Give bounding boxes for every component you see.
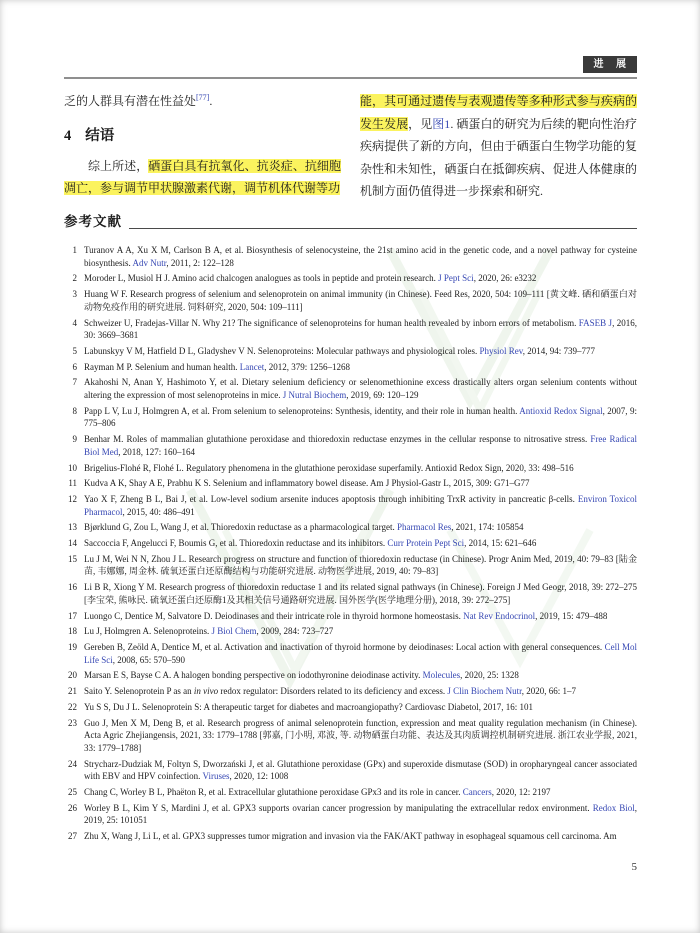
reference-number: 19 bbox=[68, 641, 77, 652]
reference-text-segment: Huang W F. Research progress of selenium and selenoprotein on animal immunity (in Chinese). Feed Res, 2020, 504: 109–111 [黄文峰. 硒和硒蛋白对动物免疫作用的研究进展. 饲料研究, 2020, 504: 109–111] bbox=[84, 289, 637, 312]
reference-text-segment: , 2009, 284: 723–727 bbox=[256, 626, 334, 637]
reference-text bbox=[84, 581, 637, 606]
reference-number: 11 bbox=[68, 478, 77, 489]
reference-text bbox=[84, 701, 637, 714]
section-number: 4 bbox=[64, 127, 72, 144]
journal-link[interactable]: Adv Nutr bbox=[132, 257, 167, 268]
journal-link[interactable]: Cell Mol Life Sci bbox=[84, 641, 637, 665]
reference-text-segment: , 2014, 15: 621–646 bbox=[464, 538, 537, 549]
reference-number: 3 bbox=[72, 289, 77, 300]
references-list bbox=[64, 244, 637, 846]
reference-number: 16 bbox=[68, 582, 77, 593]
reference-text-segment: , 2007, 9: 775–806 bbox=[84, 405, 637, 429]
reference-number: 13 bbox=[68, 522, 77, 533]
reference-item bbox=[64, 669, 637, 682]
reference-text-segment: Rayman M P. Selenium and human health. bbox=[84, 361, 240, 372]
reference-text-segment: Gereben B, Zeöld A, Dentice M, et al. Activation and inactivation of thyroid hormone by deiodinases: Local action with general consequences. bbox=[84, 641, 605, 652]
reference-text-segment: Schweizer U, Fradejas-Villar N. Why 21? The significance of selenoproteins for human health revealed by inborn errors of metabolism. bbox=[84, 317, 579, 328]
reference-text-segment: Papp L V, Lu J, Holmgren A, et al. From selenium to selenoproteins: Synthesis, identity, and their role in human health. bbox=[84, 405, 520, 416]
journal-link[interactable]: Curr Protein Pept Sci bbox=[387, 538, 465, 549]
column-badge: 进 展 bbox=[583, 56, 638, 73]
reference-text-segment: Luongo C, Dentice M, Salvatore D. Deiodinases and their intricate role in thyroid hormone homeostasis. bbox=[84, 610, 464, 621]
reference-text-segment: , 2008, 65: 570–590 bbox=[112, 654, 186, 665]
reference-text-segment: redox regulator: Disorders related to its deficiency and excess. bbox=[218, 686, 448, 697]
reference-text-segment: Chang C, Worley B L, Phaëton R, et al. Extracellular glutathione peroxidase GPx3 and its role in cancer. bbox=[84, 787, 463, 798]
reference-item bbox=[64, 641, 637, 666]
reference-number: 15 bbox=[68, 553, 77, 564]
carryover-text: 乏的人群具有潜在性益处 bbox=[64, 94, 197, 108]
reference-text bbox=[84, 610, 637, 623]
reference-item bbox=[64, 701, 637, 714]
reference-item bbox=[64, 758, 637, 783]
reference-number: 2 bbox=[72, 273, 77, 284]
reference-item bbox=[64, 625, 637, 638]
reference-number: 10 bbox=[68, 462, 77, 473]
page-number: 5 bbox=[631, 861, 637, 873]
highlighted-text: 硒蛋白具有抗氧化、抗炎症、抗细胞凋亡，参与调节甲状腺激素代谢，调节机体代谢等功 bbox=[64, 158, 341, 196]
reference-number: 17 bbox=[68, 610, 77, 621]
reference-number: 1 bbox=[72, 245, 77, 255]
reference-text-segment: Labunskyy V M, Hatfield D L, Gladyshev V N. Selenoproteins: Molecular pathways and physiological roles. bbox=[84, 345, 480, 356]
reference-text bbox=[84, 521, 637, 534]
reference-text-segment: , 2018, 127: 160–164 bbox=[118, 446, 196, 457]
conclusion-paragraph-right bbox=[360, 90, 637, 203]
journal-link[interactable]: FASEB J bbox=[578, 317, 613, 328]
references-title: 参考文献 bbox=[64, 214, 122, 229]
reference-text bbox=[84, 830, 637, 843]
reference-text-segment: Marsan E S, Bayse C A. A halogen bonding perspective on iodothyronine deiodinase activity. bbox=[84, 670, 423, 681]
reference-item bbox=[64, 830, 637, 843]
journal-link[interactable]: Molecules bbox=[422, 670, 461, 681]
reference-item bbox=[64, 685, 637, 698]
reference-item bbox=[64, 610, 637, 623]
reference-text bbox=[84, 288, 637, 313]
reference-text bbox=[84, 537, 637, 550]
reference-number: 12 bbox=[68, 493, 77, 504]
reference-text bbox=[84, 553, 637, 578]
reference-number: 27 bbox=[68, 831, 77, 842]
reference-text bbox=[84, 376, 637, 401]
highlighted-text: 能，其可通过遗传与表观遗传等多种形式参与疾病的发生发展 bbox=[360, 94, 637, 131]
reference-number: 7 bbox=[72, 377, 77, 388]
journal-link[interactable]: Viruses bbox=[202, 771, 230, 782]
reference-item bbox=[64, 376, 637, 401]
journal-link[interactable]: Pharmacol Res bbox=[396, 522, 452, 533]
reference-text bbox=[84, 317, 637, 342]
journal-link[interactable]: Nat Rev Endocrinol bbox=[463, 610, 536, 621]
reference-item bbox=[64, 345, 637, 358]
reference-text-segment: , 2020, 25: 1328 bbox=[460, 670, 519, 681]
reference-text-segment: , 2020, 66: 1–7 bbox=[521, 686, 576, 697]
reference-item bbox=[64, 361, 637, 374]
reference-number: 20 bbox=[68, 670, 77, 681]
journal-link[interactable]: Redox Biol bbox=[592, 802, 635, 813]
reference-text bbox=[84, 641, 637, 666]
reference-number: 26 bbox=[68, 802, 77, 813]
reference-number: 4 bbox=[72, 317, 77, 328]
reference-text bbox=[84, 244, 637, 269]
reference-text-segment: Lu J M, Wei N N, Zhou J L. Research progress on structure and function of thioredoxin reductase (in Chinese). Progr Anim Med, 2019, 40: 79–83 [陆金苗, 韦娜娜, 周金林. 硫氧还蛋白还原酶结构与功能研究进展. 动物医学进展, 2019, 40: 79–83] bbox=[84, 553, 637, 577]
section-title: 结语 bbox=[85, 127, 115, 144]
reference-number: 22 bbox=[68, 701, 77, 712]
reference-item bbox=[64, 433, 637, 458]
journal-link[interactable]: Antioxid Redox Signal bbox=[519, 405, 603, 416]
reference-item bbox=[64, 405, 637, 430]
reference-text-segment: , 2011, 2: 122–128 bbox=[166, 257, 234, 268]
reference-item bbox=[64, 786, 637, 799]
paragraph-rest: . 硒蛋白的研究为后续的靶向性治疗疾病提供了新的方向，但由于硒蛋白生物学功能的复杂性和未知性，硒蛋白在抵御疾病、促进人体健康的机制方面仍值得进一步探索和研究. bbox=[360, 116, 637, 199]
reference-number: 21 bbox=[68, 686, 77, 697]
journal-link[interactable]: J Nutral Biochem bbox=[282, 390, 347, 401]
reference-text-segment: Bjørklund G, Zou L, Wang J, et al. Thioredoxin reductase as a pharmacological target. bbox=[84, 522, 397, 533]
reference-text bbox=[84, 405, 637, 430]
reference-item bbox=[64, 244, 637, 269]
reference-item bbox=[64, 317, 637, 342]
reference-item bbox=[64, 288, 637, 313]
reference-text-segment: Akahoshi N, Anan Y, Hashimoto Y, et al. Dietary selenium deficiency or selenomethionine excess drastically alters organ selenium contents without altering the expression of most selenoproteins in mice. bbox=[84, 377, 637, 401]
journal-link[interactable]: J Biol Chem bbox=[211, 626, 257, 637]
journal-link[interactable]: Free Radical Biol Med bbox=[84, 434, 637, 457]
reference-text-segment: Lu J, Holmgren A. Selenoproteins. bbox=[84, 626, 212, 637]
reference-text-segment: , 2019, 25: 101051 bbox=[84, 802, 637, 826]
reference-item bbox=[64, 477, 637, 490]
reference-item bbox=[64, 272, 637, 285]
reference-text-segment: , 2020, 12: 2197 bbox=[491, 787, 551, 798]
reference-number: 6 bbox=[72, 361, 77, 372]
reference-text bbox=[84, 361, 637, 374]
italic-term: in vivo bbox=[193, 686, 219, 697]
conclusion-section bbox=[64, 90, 637, 203]
reference-text-segment: Strycharz-Dudziak M, Foltyn S, Dworzański J, et al. Glutathione peroxidase (GPx) and superoxide dismutase (SOD) in oropharyngeal cancer associated with EBV and HPV coinfection. bbox=[84, 758, 637, 782]
reference-text bbox=[84, 493, 637, 518]
reference-item bbox=[64, 581, 637, 606]
reference-number: 9 bbox=[72, 434, 77, 445]
reference-text-segment: , 2014, 94: 739–777 bbox=[522, 345, 595, 356]
reference-text bbox=[84, 345, 637, 358]
reference-text-segment: , 2016, 30: 3669–3681 bbox=[84, 317, 637, 341]
carryover-paragraph bbox=[64, 90, 341, 113]
reference-text-segment: , 2020, 12: 1008 bbox=[229, 771, 289, 782]
reference-item bbox=[64, 717, 637, 755]
reference-text bbox=[84, 758, 637, 783]
reference-item bbox=[64, 553, 637, 578]
reference-text-segment: , 2019, 15: 479–488 bbox=[535, 610, 608, 621]
reference-text-segment: Li B R, Xiong Y M. Research progress of thioredoxin reductase 1 and its related signal pathways (in Chinese). Foreign J Med Geogr, 2018, 39: 272–275 [李宝荣, 熊咏民. 硫氧还蛋白还原酶1及其相关信号通路研究进展. 国外医学(医学地理分册), 2018, 39: 272–275] bbox=[84, 582, 637, 605]
reference-text-segment: Benhar M. Roles of mammalian glutathione peroxidase and thioredoxin reductase enzymes in the cellular response to nitrosative stress. bbox=[84, 434, 591, 445]
reference-text-segment: Kudva A K, Shay A E, Prabhu K S. Selenium and inflammatory bowel disease. Am J Physiol-Gastr L, 2015, 309: G71–G77 bbox=[84, 478, 530, 489]
right-column bbox=[360, 90, 637, 203]
conclusion-paragraph-left bbox=[64, 155, 341, 200]
reference-item bbox=[64, 521, 637, 534]
references-rule bbox=[129, 228, 637, 229]
reference-text-segment: Worley B L, Kim Y S, Mardini J, et al. GPX3 supports ovarian cancer progression by manipulating the extracellular redox environment. bbox=[84, 802, 593, 813]
reference-text-segment: , 2020, 26: e3232 bbox=[473, 273, 537, 284]
citation-link[interactable]: [77] bbox=[196, 93, 210, 102]
section-heading bbox=[64, 126, 341, 146]
reference-text bbox=[84, 272, 637, 285]
reference-text bbox=[84, 802, 637, 827]
paragraph-mid: ，见 bbox=[408, 116, 433, 131]
reference-text bbox=[84, 433, 637, 458]
reference-text-segment: , 2015, 40: 486–491 bbox=[122, 506, 195, 517]
reference-text-segment: , 2012, 379: 1256–1268 bbox=[264, 361, 350, 372]
journal-link[interactable]: J Clin Biochem Nutr bbox=[447, 686, 522, 697]
reference-text bbox=[84, 625, 637, 638]
reference-number: 24 bbox=[68, 758, 77, 769]
reference-item bbox=[64, 462, 637, 475]
reference-text-segment: Brigelius-Flohé R, Flohé L. Regulatory phenomena in the glutathione peroxidase superfamily. Antioxid Redox Sign, 2020, 33: 498–516 bbox=[84, 462, 574, 473]
reference-text-segment: Yu S S, Du J L. Selenoprotein S: A therapeutic target for diabetes and macroangiopathy? Cardiovasc Diabetol, 2017, 16: 101 bbox=[84, 701, 533, 712]
reference-text bbox=[84, 462, 637, 475]
reference-number: 14 bbox=[68, 538, 77, 549]
figure-link[interactable]: 图1 bbox=[432, 116, 451, 131]
left-column bbox=[64, 90, 341, 203]
reference-item bbox=[64, 493, 637, 518]
reference-text-segment: Yao X F, Zheng B L, Bai J, et al. Low-level sodium arsenite induces apoptosis through inhibiting TrxR activity in pancreatic β-cells. bbox=[84, 493, 578, 504]
reference-item bbox=[64, 537, 637, 550]
reference-number: 23 bbox=[68, 717, 77, 728]
carryover-end: . bbox=[209, 94, 213, 108]
header-rule bbox=[64, 77, 637, 79]
reference-text-segment: Turanov A A, Xu X M, Carlson B A, et al. Biosynthesis of selenocysteine, the 21st amino acid in the genetic code, and a novel pathway for cysteine biosynthesis. bbox=[84, 245, 637, 268]
reference-text-segment: Zhu X, Wang J, Li L, et al. GPX3 suppresses tumor migration and invasion via the FAK/AKT pathway in esophageal squamous cell carcinoma. Am bbox=[84, 831, 617, 842]
reference-text-segment: , 2021, 174: 105854 bbox=[451, 522, 524, 533]
reference-number: 8 bbox=[72, 405, 77, 416]
reference-number: 25 bbox=[68, 787, 77, 798]
journal-link[interactable]: Cancers bbox=[462, 787, 492, 798]
reference-text bbox=[84, 786, 637, 799]
reference-text-segment: Moroder L, Musiol H J. Amino acid chalcogen analogues as tools in peptide and protein research. bbox=[84, 273, 439, 284]
journal-link[interactable]: Environ Toxicol Pharmacol bbox=[84, 493, 637, 517]
references-heading bbox=[64, 213, 637, 231]
reference-text bbox=[84, 669, 637, 682]
reference-text bbox=[84, 477, 637, 490]
reference-text-segment: Saito Y. Selenoprotein P as an bbox=[84, 686, 194, 697]
reference-text bbox=[84, 717, 637, 755]
reference-text-segment: Guo J, Men X M, Deng B, et al. Research progress of animal selenoprotein function, expression and meat quality regulation mechanism (in Chinese). Acta Agric Zhejiangensis, 2021, 33: 1779–1788 [郭嘉, 门小明, 邓波, 等. 动物硒蛋白功能、表达及其肉质调控机制研究进展. 浙江农业学报, 2021, 33: 1779–1788] bbox=[84, 717, 637, 753]
reference-text bbox=[84, 685, 637, 698]
journal-link[interactable]: J Pept Sci bbox=[438, 273, 474, 284]
reference-text-segment: , 2019, 69: 120–129 bbox=[346, 390, 419, 401]
reference-number: 18 bbox=[68, 626, 77, 637]
journal-link[interactable]: Lancet bbox=[239, 361, 265, 372]
journal-link[interactable]: Physiol Rev bbox=[479, 345, 523, 356]
reference-item bbox=[64, 802, 637, 827]
reference-number: 5 bbox=[72, 345, 77, 356]
paragraph-lead: 综上所述， bbox=[88, 158, 149, 173]
reference-text-segment: Saccoccia F, Angelucci F, Boumis G, et al. Thioredoxin reductase and its inhibitors. bbox=[84, 538, 388, 549]
